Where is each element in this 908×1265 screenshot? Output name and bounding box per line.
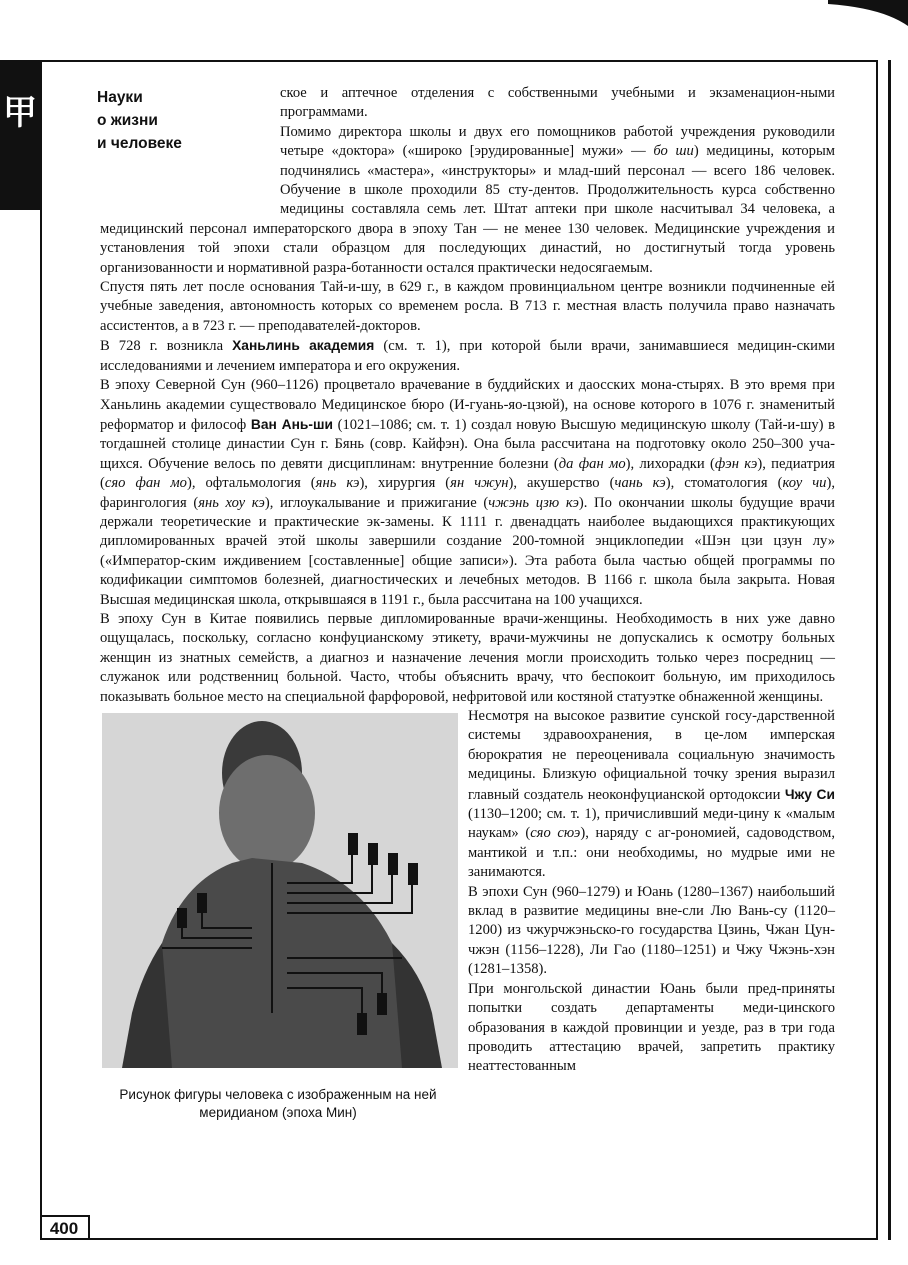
section-title-line: Науки — [97, 89, 143, 106]
italic-term: фэн кэ — [714, 455, 758, 472]
meridian-figure-image — [102, 713, 458, 1068]
body-text — [100, 84, 835, 1135]
bold-term: Чжу Си — [784, 786, 835, 802]
page-corner-curl — [828, 0, 908, 28]
text-run: (см. т. 1), при которой были врачи, занимавшиеся медицин-скими исследованиями и лечением императора и его окружения. — [100, 338, 835, 374]
paragraph — [100, 336, 835, 376]
text-run: Несмотря на высокое развитие сунской госу-дарственной системы здравоохранения, в це-лом имперская бюрократия не переоценивала социальную значимость медицины. Близкую официальной точку зрения выразил главный создатель неоконфуцианской ортодоксии — [468, 708, 835, 803]
text-run: (1021–1086; см. т. 1) создал новую Высшую медицинскую школу (Тай-и-шу) в тогдашней столице династии Сун г. Бянь (совр. Кайфэн). Она была рассчитана на подготовку около 250–300 уча-щихся. Обучение велось по девяти дисциплинам: внутренние болезни ( — [100, 416, 835, 472]
italic-term: коу чи — [782, 475, 827, 492]
figure — [100, 709, 460, 1135]
italic-term: чжэнь цзю кэ — [488, 494, 579, 511]
italic-term: чань кэ — [614, 475, 666, 492]
side-tab — [0, 60, 40, 210]
title-spacer — [100, 84, 280, 202]
text-run: (1130–1200; см. т. 1), причисливший меди-цину к «малым наукам» ( — [468, 806, 835, 842]
bold-term: Ван Ань-ши — [250, 416, 333, 432]
text-run: ское и аптечное отделения с собственными учебными и экзаменацион-ными программами. — [280, 85, 835, 121]
text-run: В эпоху Сун в Китае появились первые дипломированные врачи-женщины. Необходимость в них уже давно ощущалась, поскольку, согласно конфуцианскому этикету, врачи-мужчины не допускались к осмотру больных женщин из знатных семейств, а диагноз и назначение лечения могли происходить только через посредниц — служанок или родственниц больной. Часто, чтобы объяснить врачу, что беспокоит больную, им приходилось показывать больное место на специальной фарфоровой, нефритовой или костяной статуэтке обнаженной женщины. — [100, 610, 835, 705]
text-run: ), хирургия ( — [359, 475, 451, 492]
page-number: 400 — [40, 1215, 90, 1240]
text-run: ). По окончании школы будущие врачи держали теоретические и практические эк-замены. К 1111 г. двенадцать наиболее выдающихся практикующих дипломированных врачей этой школы завершили создание 200-томной энциклопедии «Шэн цзи цзун лу» («Император-ским иждивением [составленные] общие записи»). Эта работа была частью общей программы по кодификации симптомов болезней, диагностических и лечебных методов. В 1166 г. школа была закрыта. Новая Высшая медицинская школа, открывшаяся в 1191 г., была рассчитана на 100 учащихся. — [100, 494, 835, 608]
italic-term: ян чжун — [450, 475, 509, 492]
text-run: Спустя пять лет после основания Тай-и-шу, в 629 г., в каждом провинциальном центре возникли подчиненные ей учебные заведения, автономность которых со временем росла. В 713 г. местная власть получила право назначать ассистентов, а в 723 г. — преподавателей-докторов. — [100, 279, 835, 334]
italic-term: янь кэ — [315, 475, 360, 492]
text-run: ), фарингология ( — [100, 475, 835, 511]
text-run: ) медицины, которым подчинялись «мастера», «инструкторы» и млад-ший персонал — всего 186 человек. Обучение в школе проходили 85 сту-дентов. Продолжительность курса собственно медицины составляла семь лет. Штат аптеки при школе насчитывал 34 человека, а медицинский персонал императорского двора в эпоху Тан — не менее 130 человек. Медицинские учреждения и установления той эпохи стали образцом для последующих династий, но достигнутый тогда уровень организованности и нормативной разра-ботанности остался практически недосягаемым. — [100, 143, 836, 276]
paragraph — [100, 610, 835, 707]
text-run: При монгольской династии Юань были пред-приняты попытки создать департаменты меди-цинского образования в каждой провинции и уезде, раз в три года проводить аттестацию врачей, запретить практику неаттестованным — [468, 980, 835, 1075]
right-rule — [888, 60, 891, 1240]
bold-term: Ханьлинь академия — [232, 338, 375, 354]
text-run: ), стоматология ( — [665, 475, 783, 492]
section-title-line: и человеке — [97, 135, 182, 152]
italic-term: сяо сюэ — [530, 825, 581, 842]
figure-caption: Рисунок фигуры человека с изображенным на ней меридианом (эпоха Мин) — [119, 1087, 437, 1120]
text-run: ), акушерство ( — [508, 475, 615, 492]
section-title-line: о жизни — [97, 112, 158, 129]
text-run: В эпохи Сун (960–1279) и Юань (1280–1367) наибольший вклад в развитие медицины вне-сли Лю Вань-су (1120–1200) из чжурчжэньско-го государства Цзинь, Чжан Цун-чжэн (1156–1228), Ли Гао (1180–1251) и Чжу Чжэнь-хэн (1281–1358). — [468, 883, 835, 978]
side-tab-glyph: 甲 — [3, 93, 37, 133]
text-run: ), педиатрия ( — [100, 455, 835, 492]
text-run: В 728 г. возникла — [100, 338, 233, 355]
italic-term: бо ши — [653, 143, 694, 160]
text-run: В эпоху Северной Сун (960–1126) процветало врачевание в буддийских и даосских мона-стырях. В это время при Ханьлинь академии существовало Медицинское бюро (И-гуань-яо-цзюй), на основе которого в 1076 г. знаменитый реформатор и философ — [100, 377, 835, 433]
italic-term: янь хоу кэ — [198, 494, 265, 511]
text-run: ), лихорадки ( — [625, 455, 715, 472]
italic-term: сяо фан мо — [104, 475, 187, 492]
text-run: ), офтальмология ( — [186, 475, 316, 492]
italic-term: да фан мо — [558, 455, 626, 472]
text-run: ), иглоукалывание и прижигание ( — [264, 494, 489, 511]
text-run: Помимо директора школы и двух его помощников работой учреждения руководили четыре «доктора» («широко [эрудированные] мужи» — — [280, 123, 835, 160]
paragraph — [100, 278, 835, 336]
text-run: ), наряду с аг-рономией, садоводством, мантикой и т.п.: они необходимы, но мудрые ими не занимаются. — [468, 825, 835, 881]
paragraph — [100, 376, 835, 610]
